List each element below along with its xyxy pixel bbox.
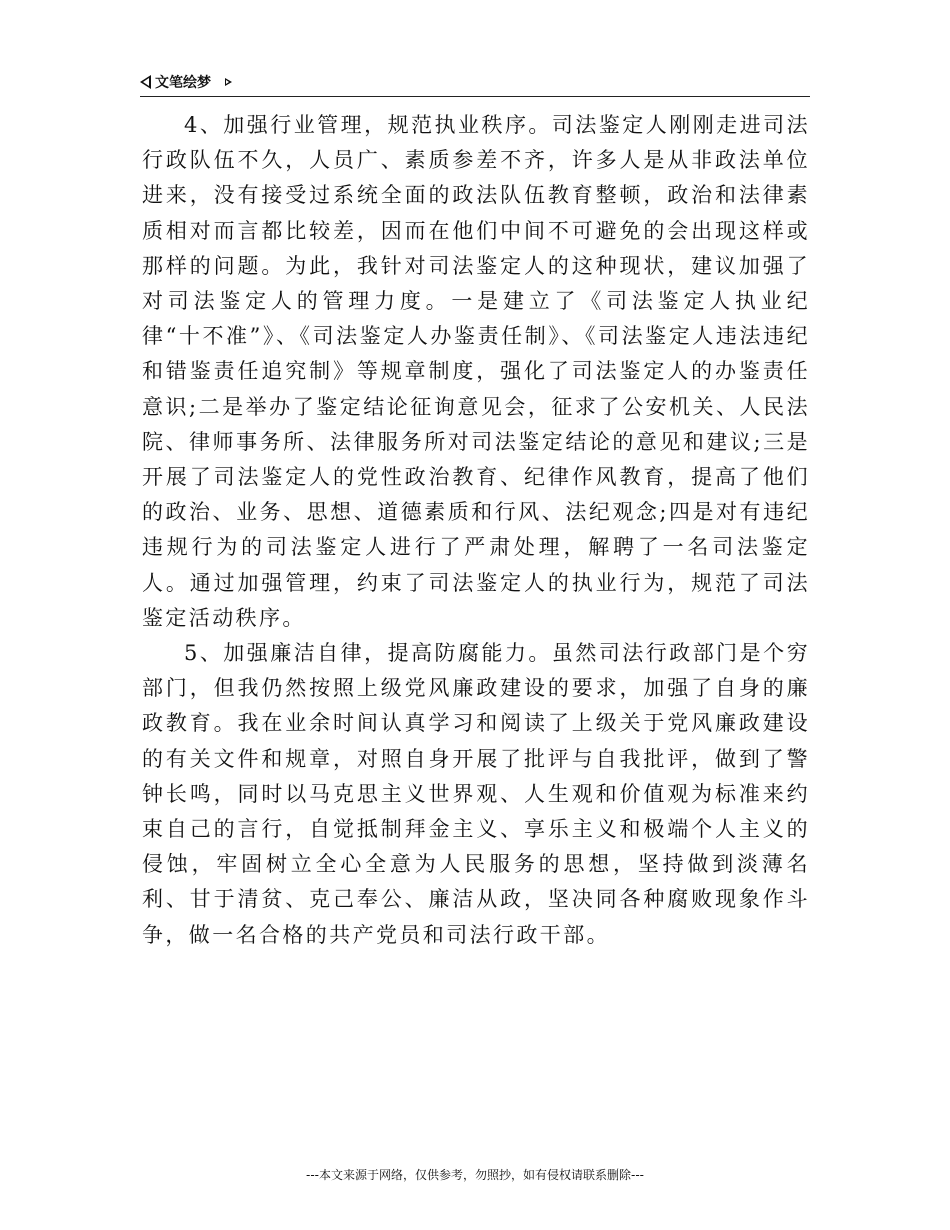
footer-notice: ---本文来源于网络，仅供参考，勿照抄，如有侵权请联系删除--- bbox=[306, 1168, 644, 1182]
triangle-left-icon bbox=[140, 75, 151, 89]
brand-text: 文笔绘梦 bbox=[155, 75, 211, 91]
paragraph-4: 4、加强行业管理，规范执业秩序。司法鉴定人刚刚走进司法行政队伍不久，人员广、素质参差不齐，许多人是从非政法单位进来，没有接受过系统全面的政法队伍教育整顿，政治和法律素质相对而言都比较差，因而在他们中间不可避免的会出现这样或那样的问题。为此，我针对司法鉴定人的这种现状，建议加强了对司法鉴定人的管理力度。一是建立了《司法鉴定人执业纪律“十不准”》、《司法鉴定人办鉴责任制》、《司法鉴定人违法违纪和错鉴责任追究制》等规章制度，强化了司法鉴定人的办鉴责任意识;二是举办了鉴定结论征询意见会，征求了公安机关、人民法院、律师事务所、法律服务所对司法鉴定结论的意见和建议;三是开展了司法鉴定人的党性政治教育、纪律作风教育，提高了他们的政治、业务、思想、道德素质和行风、法纪观念;四是对有违纪违规行为的司法鉴定人进行了严肃处理，解聘了一名司法鉴定人。通过加强管理，约束了司法鉴定人的执业行为，规范了司法鉴定活动秩序。 bbox=[142, 113, 810, 630]
header-brand bbox=[140, 72, 232, 92]
page-header bbox=[140, 70, 810, 97]
document-body bbox=[142, 108, 810, 953]
paragraph-5: 5、加强廉洁自律，提高防腐能力。虽然司法行政部门是个穷部门，但我仍然按照上级党风廉政建设的要求，加强了自身的廉政教育。我在业余时间认真学习和阅读了上级关于党风廉政建设的有关文件和规章，对照自身开展了批评与自我批评，做到了警钟长鸣，同时以马克思主义世界观、人生观和价值观为标准来约束自己的言行，自觉抵制拜金主义、享乐主义和极端个人主义的侵蚀，牢固树立全心全意为人民服务的思想，坚持做到淡薄名利、甘于清贫、克己奉公、廉洁从政，坚决同各种腐败现象作斗争，做一名合格的共产党员和司法行政干部。 bbox=[142, 641, 810, 947]
triangle-right-icon bbox=[225, 78, 232, 86]
